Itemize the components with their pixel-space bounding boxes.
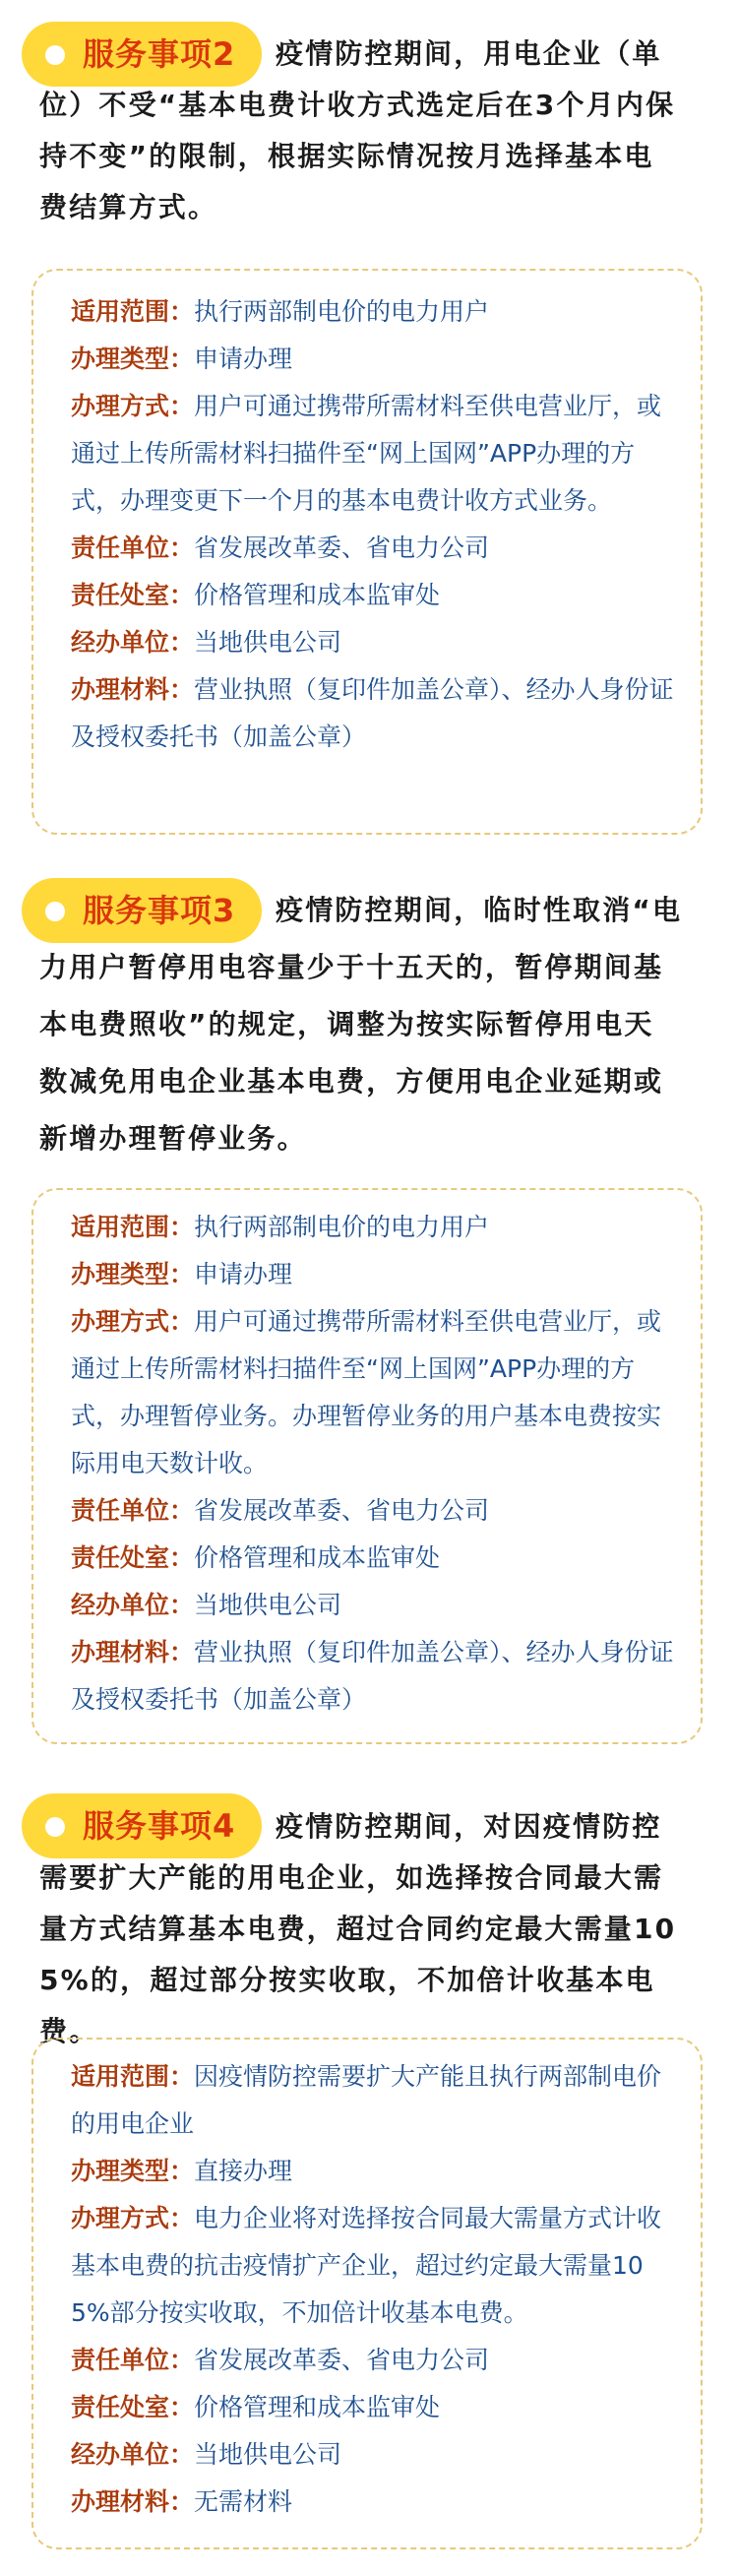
detail-label: 适用范围：	[71, 2062, 195, 2091]
detail-scope	[71, 288, 681, 336]
detail-scope	[71, 2053, 681, 2148]
detail-label: 办理类型：	[71, 2157, 195, 2185]
detail-value: 用户可通过携带所需材料至供电营业厅，或通过上传所需材料扫描件至“网上国网”APP办理的方式，办理变更下一个月的基本电费计收方式业务。	[71, 392, 662, 515]
detail-type	[71, 1251, 681, 1298]
detail-label: 责任单位：	[71, 2346, 195, 2374]
detail-value: 省发展改革委、省电力公司	[194, 2346, 490, 2374]
detail-value: 无需材料	[194, 2487, 293, 2516]
detail-value: 执行两部制电价的电力用户	[194, 297, 490, 326]
detail-materials	[71, 2479, 681, 2526]
detail-value: 当地供电公司	[194, 1591, 342, 1619]
service-item-4	[0, 1791, 738, 2576]
service-item-title: 服务事项3	[83, 892, 236, 929]
detail-label: 经办单位：	[71, 2440, 195, 2469]
detail-label: 适用范围：	[71, 1213, 195, 1241]
detail-label: 办理方式：	[71, 1307, 195, 1336]
service-item-description: 疫情防控期间，临时性取消“电力用户暂停用电容量少于十五天的，暂停期间基本电费照收”的规定，调整为按实际暂停用电天数减免用电企业基本电费，方便用电企业延期或新增办理暂停业务。	[39, 894, 683, 1155]
detail-value: 因疫情防控需要扩大产能且执行两部制电价的用电企业	[71, 2062, 662, 2138]
detail-label: 责任处室：	[71, 581, 195, 609]
detail-label: 适用范围：	[71, 297, 195, 326]
detail-method	[71, 1298, 681, 1487]
detail-value: 电力企业将对选择按合同最大需量方式计收基本电费的抗击疫情扩产企业，超过约定最大需量105%部分按实收取，不加倍计收基本电费。	[71, 2204, 662, 2327]
detail-value: 营业执照（复印件加盖公章）、经办人身份证及授权委托书（加盖公章）	[71, 1638, 674, 1714]
service-detail-box	[31, 2038, 703, 2549]
detail-value: 当地供电公司	[194, 628, 342, 657]
detail-label: 经办单位：	[71, 1591, 195, 1619]
detail-type	[71, 2148, 681, 2195]
detail-label: 责任处室：	[71, 1543, 195, 1572]
service-item-title: 服务事项4	[83, 1807, 236, 1845]
detail-value: 用户可通过携带所需材料至供电营业厅，或通过上传所需材料扫描件至“网上国网”APP办理的方式，办理暂停业务。办理暂停业务的用户基本电费按实际用电天数计收。	[71, 1307, 662, 1477]
detail-value: 价格管理和成本监审处	[194, 581, 441, 609]
detail-value: 省发展改革委、省电力公司	[194, 534, 490, 562]
detail-label: 办理方式：	[71, 2204, 195, 2232]
detail-label: 办理类型：	[71, 1260, 195, 1288]
detail-responsible-unit	[71, 1487, 681, 1535]
detail-scope	[71, 1204, 681, 1251]
detail-value: 申请办理	[194, 1260, 293, 1288]
service-item-description: 疫情防控期间，对因疫情防控需要扩大产能的用电企业，如选择按合同最大需量方式结算基本电费，超过合同约定最大需量105%的，超过部分按实收取，不加倍计收基本电费。	[39, 1810, 677, 2047]
detail-value: 当地供电公司	[194, 2440, 342, 2469]
detail-value: 价格管理和成本监审处	[194, 2393, 441, 2421]
service-detail-box	[31, 269, 703, 835]
service-item-3	[0, 866, 738, 1791]
detail-label: 责任单位：	[71, 1496, 195, 1525]
detail-handling-unit	[71, 2431, 681, 2479]
detail-label: 办理类型：	[71, 345, 195, 373]
detail-responsible-office	[71, 1535, 681, 1582]
detail-value: 直接办理	[194, 2157, 293, 2185]
detail-value: 价格管理和成本监审处	[194, 1543, 441, 1572]
detail-handling-unit	[71, 1582, 681, 1629]
detail-value: 省发展改革委、省电力公司	[194, 1496, 490, 1525]
detail-type	[71, 336, 681, 383]
detail-responsible-unit	[71, 525, 681, 572]
detail-label: 责任单位：	[71, 534, 195, 562]
detail-value: 申请办理	[194, 345, 293, 373]
service-item-2	[0, 0, 738, 866]
detail-label: 办理方式：	[71, 392, 195, 420]
detail-value: 执行两部制电价的电力用户	[194, 1213, 490, 1241]
service-detail-box	[31, 1188, 703, 1744]
detail-responsible-office	[71, 572, 681, 619]
detail-materials	[71, 1629, 681, 1724]
detail-handling-unit	[71, 619, 681, 666]
detail-label: 经办单位：	[71, 628, 195, 657]
service-item-title: 服务事项2	[83, 35, 236, 73]
detail-responsible-office	[71, 2384, 681, 2431]
detail-value: 营业执照（复印件加盖公章）、经办人身份证及授权委托书（加盖公章）	[71, 675, 674, 751]
service-item-description: 疫情防控期间，用电企业（单位）不受“基本电费计收方式选定后在3个月内保持不变”的限制，根据实际情况按月选择基本电费结算方式。	[39, 37, 676, 223]
detail-materials	[71, 666, 681, 761]
detail-method	[71, 383, 681, 525]
detail-responsible-unit	[71, 2337, 681, 2384]
detail-method	[71, 2195, 681, 2337]
detail-label: 责任处室：	[71, 2393, 195, 2421]
detail-label: 办理材料：	[71, 2487, 195, 2516]
detail-label: 办理材料：	[71, 1638, 195, 1666]
detail-label: 办理材料：	[71, 675, 195, 704]
